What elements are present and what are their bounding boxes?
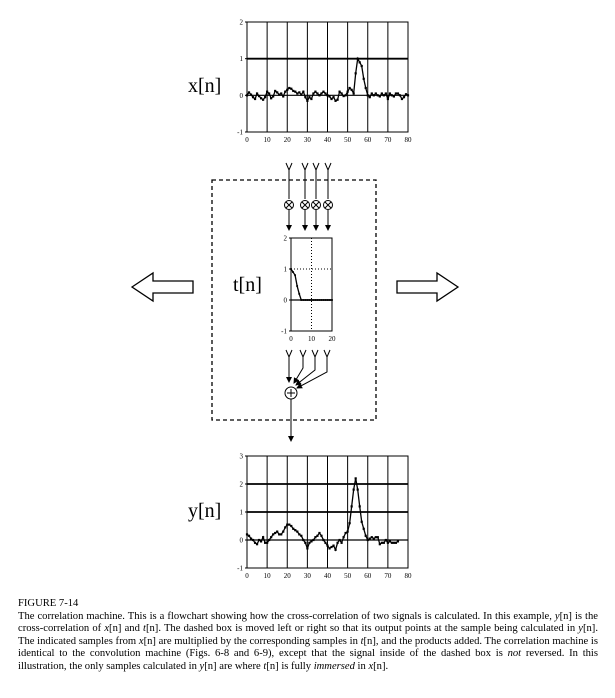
sample-point (387, 98, 389, 100)
caption-text: are where (216, 660, 264, 672)
sample-point (256, 543, 258, 545)
sample-point (304, 96, 306, 98)
caption-var: x (368, 660, 374, 672)
sample-point (310, 98, 312, 100)
sample-point (306, 547, 308, 549)
sample-point (371, 536, 373, 538)
sample-point (359, 505, 361, 507)
caption-text: [n] (363, 635, 376, 647)
sample-point (347, 531, 349, 533)
sample-point (334, 549, 336, 551)
multiply-icon (301, 201, 310, 210)
sample-point (369, 96, 371, 98)
caption-var: y (199, 660, 205, 672)
sum-icon (285, 387, 297, 399)
x-tick-label: 80 (404, 136, 412, 144)
sample-point (274, 532, 276, 534)
x-tick-label: 10 (263, 572, 271, 580)
caption-text: [n] (559, 610, 572, 622)
sample-point (260, 97, 262, 99)
sample-point (272, 95, 274, 97)
sample-point (328, 547, 330, 549)
sample-point (250, 538, 252, 540)
sample-point (260, 540, 262, 542)
sample-point (258, 95, 260, 97)
sample-point (331, 299, 333, 301)
sample-point (343, 95, 345, 97)
multiply-icon (285, 201, 294, 210)
sample-point (311, 299, 313, 301)
sample-point (326, 94, 328, 96)
sample-point (304, 299, 306, 301)
summer-input-lines (286, 350, 330, 388)
sample-point (347, 91, 349, 93)
x-tick-label: 60 (364, 572, 372, 580)
sample-point (278, 533, 280, 535)
y-tick-label: 2 (239, 18, 243, 27)
sample-point (327, 299, 329, 301)
x-tick-label: 0 (245, 136, 249, 144)
caption-text: reversed. In this illustration, the only samples calculated in (18, 648, 599, 672)
y-tick-label: 3 (239, 452, 243, 461)
sample-point (351, 89, 353, 91)
sample-point (292, 528, 294, 530)
sample-point (393, 95, 395, 97)
t-signal-plot (281, 235, 336, 344)
sample-point (302, 91, 304, 93)
sample-point (332, 545, 334, 547)
sample-point (379, 95, 381, 97)
sample-point (296, 285, 298, 287)
sample-point (389, 540, 391, 542)
sample-point (316, 535, 318, 537)
sample-point (361, 65, 363, 67)
sample-point (266, 542, 268, 544)
sample-point (294, 91, 296, 93)
y-tick-label: 1 (239, 55, 243, 64)
sample-point (383, 542, 385, 544)
sample-point (292, 90, 294, 92)
sample-point (324, 542, 326, 544)
sample-point (369, 538, 371, 540)
sample-point (252, 96, 254, 98)
sample-point (322, 91, 324, 93)
caption-var: y (554, 610, 560, 622)
caption-var: y (578, 623, 583, 635)
sample-point (353, 489, 355, 491)
sample-point (288, 524, 290, 526)
sample-point (377, 94, 379, 96)
caption-text: are multiplied by the corresponding samples in (155, 635, 361, 647)
y-tick-label: 1 (239, 508, 243, 517)
x-tick-label: 0 (289, 335, 293, 343)
sample-point (306, 100, 308, 102)
sample-point (276, 91, 278, 93)
sample-point (349, 522, 351, 524)
sample-point (361, 521, 363, 523)
x-tick-label: 30 (303, 136, 311, 144)
sample-point (320, 535, 322, 537)
sample-point (330, 546, 332, 548)
sample-point (272, 533, 274, 535)
sample-point (292, 271, 294, 273)
sample-point (377, 536, 379, 538)
y-tick-label: 0 (283, 296, 287, 305)
sample-point (290, 88, 292, 90)
caption-var: t (263, 660, 267, 672)
sample-point (340, 92, 342, 94)
sample-point (300, 535, 302, 537)
sample-point (363, 78, 365, 80)
sample-point (266, 91, 268, 93)
sample-point (395, 542, 397, 544)
caption-text: and (121, 623, 144, 635)
multiply-icon (312, 201, 321, 210)
sample-point (340, 542, 342, 544)
sample-point (282, 95, 284, 97)
caption-var: t (360, 635, 364, 647)
x-tick-label: 30 (303, 572, 311, 580)
sample-point (323, 299, 325, 301)
sample-point (284, 526, 286, 528)
sample-point (288, 87, 290, 89)
sample-point (248, 535, 250, 537)
y-tick-label: -1 (281, 327, 287, 336)
t-signal-label: t[n] (233, 274, 262, 296)
sample-point (298, 293, 300, 295)
sample-point (324, 92, 326, 94)
sample-point (276, 531, 278, 533)
caption-text: [n] (204, 660, 217, 672)
sample-point (330, 98, 332, 100)
sample-point (393, 542, 395, 544)
sample-point (290, 268, 292, 270)
sample-point (318, 532, 320, 534)
sample-point (278, 94, 280, 96)
figure-caption (18, 598, 598, 674)
sample-point (365, 535, 367, 537)
caption-text: . (385, 660, 389, 672)
sample-point (385, 92, 387, 94)
sample-point (318, 94, 320, 96)
sample-point (336, 542, 338, 544)
sample-point (375, 536, 377, 538)
caption-text: , and the products added. The correlation machine is identical to the convolution machine (Figs. 6-8 and 6-9), except that the signal inside of the dashed box is (18, 635, 598, 660)
sample-point (256, 92, 258, 94)
x-signal-plot (237, 19, 412, 145)
sample-point (397, 540, 399, 542)
sample-point (317, 299, 319, 301)
sample-point (359, 61, 361, 63)
caption-text: in (354, 660, 369, 672)
sample-point (294, 274, 296, 276)
caption-text: [n] (143, 635, 156, 647)
sample-point (326, 545, 328, 547)
caption-text: [n] (145, 623, 159, 635)
sample-point (371, 92, 373, 94)
sample-point (313, 299, 315, 301)
sample-point (336, 99, 338, 101)
x-tick-label: 20 (283, 572, 291, 580)
sample-point (270, 97, 272, 99)
sample-point (325, 299, 327, 301)
y-tick-label: -1 (237, 128, 243, 137)
caption-text: [n] (373, 660, 386, 672)
figure-number: FIGURE 7-14 (18, 598, 79, 609)
sample-point (300, 299, 302, 301)
caption-text: [n] (582, 623, 596, 635)
sample-point (328, 95, 330, 97)
sample-point (407, 94, 409, 96)
caption-var: x (138, 635, 144, 647)
sample-point (302, 299, 304, 301)
sample-point (367, 94, 369, 96)
input-sample-arrows (286, 163, 331, 199)
sample-point (312, 92, 314, 94)
sample-point (401, 98, 403, 100)
sample-point (286, 89, 288, 91)
x-tick-label: 50 (344, 572, 352, 580)
sample-point (268, 539, 270, 541)
sample-point (381, 92, 383, 94)
caption-text: The correlation machine. This is a flowchart showing how the cross-correlation of two signals is calculated. In this example, (18, 610, 555, 622)
sample-point (246, 533, 248, 535)
sample-point (343, 536, 345, 538)
sample-point (308, 542, 310, 544)
sample-point (294, 529, 296, 531)
sample-point (304, 542, 306, 544)
sample-point (329, 299, 331, 301)
sample-point (252, 539, 254, 541)
sample-point (309, 299, 311, 301)
sample-point (284, 91, 286, 93)
x-tick-label: 40 (324, 572, 331, 580)
sample-point (355, 477, 357, 479)
sample-point (268, 92, 270, 94)
caption-text: [n] (266, 660, 279, 672)
sample-point (262, 536, 264, 538)
sample-point (355, 72, 357, 74)
sample-point (385, 539, 387, 541)
sample-point (363, 528, 365, 530)
caption-text: . The dashed box is moved left or right so that its output points at the sample being calculated in (158, 623, 579, 635)
sample-point (403, 96, 405, 98)
sample-point (315, 299, 317, 301)
sample-point (391, 94, 393, 96)
caption-text: [n] (109, 623, 122, 635)
sample-point (254, 98, 256, 100)
sample-point (338, 539, 340, 541)
sample-point (280, 92, 282, 94)
caption-text: is fully (278, 660, 314, 672)
sample-point (381, 542, 383, 544)
sample-point (365, 87, 367, 89)
sample-point (397, 92, 399, 94)
sample-point (379, 543, 381, 545)
caption-text: . The indicated samples from (18, 623, 598, 647)
arrow-left-icon[interactable] (132, 273, 193, 301)
y-signal-label: y[n] (188, 500, 222, 522)
sample-point (282, 531, 284, 533)
sample-point (254, 542, 256, 544)
sample-point (349, 87, 351, 89)
sample-point (395, 92, 397, 94)
y-tick-label: 1 (283, 265, 287, 274)
sample-point (246, 94, 248, 96)
x-tick-label: 60 (364, 136, 372, 144)
y-tick-label: 2 (283, 234, 287, 243)
sample-point (367, 539, 369, 541)
sample-point (314, 536, 316, 538)
sample-point (250, 94, 252, 96)
sample-point (375, 92, 377, 94)
sample-point (302, 539, 304, 541)
x-tick-label: 20 (283, 136, 291, 144)
sample-point (405, 93, 407, 95)
sample-point (319, 299, 321, 301)
x-tick-label: 10 (308, 335, 315, 343)
sample-point (373, 94, 375, 96)
y-tick-label: 0 (239, 91, 243, 100)
y-signal-plot (237, 453, 412, 581)
sample-point (345, 532, 347, 534)
sample-point (308, 96, 310, 98)
sample-point (334, 100, 336, 102)
sample-point (296, 531, 298, 533)
y-tick-label: 2 (239, 480, 243, 489)
sample-point (258, 539, 260, 541)
sample-point (357, 58, 359, 60)
sample-point (373, 538, 375, 540)
caption-emphasis: immersed (313, 660, 355, 672)
sample-point (353, 92, 355, 94)
y-tick-label: 0 (239, 536, 243, 545)
caption-var: t (143, 623, 146, 635)
y-tick-label: -1 (237, 564, 243, 573)
multiplier-row (285, 201, 333, 210)
sample-point (316, 92, 318, 94)
sample-point (270, 536, 272, 538)
x-tick-label: 10 (263, 136, 271, 144)
sample-point (280, 533, 282, 535)
sample-point (338, 91, 340, 93)
x-tick-label: 80 (404, 572, 412, 580)
sample-point (264, 542, 266, 544)
multiply-icon (324, 201, 333, 210)
sample-point (322, 539, 324, 541)
sample-point (383, 94, 385, 96)
sample-point (298, 91, 300, 93)
sample-point (264, 96, 266, 98)
caption-emphasis: not (507, 648, 522, 660)
sample-point (286, 524, 288, 526)
x-tick-label: 0 (245, 572, 249, 580)
x-tick-label: 50 (344, 136, 352, 144)
sample-point (314, 91, 316, 93)
sample-point (389, 92, 391, 94)
x-tick-label: 40 (324, 136, 331, 144)
sample-point (310, 540, 312, 542)
sample-point (298, 533, 300, 535)
sample-point (290, 525, 292, 527)
sample-point (345, 94, 347, 96)
sample-point (312, 539, 314, 541)
sample-point (300, 94, 302, 96)
sample-point (391, 542, 393, 544)
sample-point (307, 299, 309, 301)
sample-point (351, 505, 353, 507)
caption-text: is the cross-correlation of (18, 610, 598, 635)
sample-point (387, 542, 389, 544)
sample-point (296, 92, 298, 94)
x-tick-label: 20 (328, 335, 336, 343)
x-signal-label: x[n] (188, 75, 222, 97)
arrow-right-icon[interactable] (397, 273, 458, 301)
sample-point (357, 489, 359, 491)
x-tick-label: 70 (384, 136, 392, 144)
sample-point (248, 91, 250, 93)
sample-point (274, 90, 276, 92)
x-tick-label: 70 (384, 572, 392, 580)
sample-point (320, 92, 322, 94)
caption-var: x (104, 623, 110, 635)
sample-point (321, 299, 323, 301)
multiplier-down-arrows (289, 210, 328, 230)
sample-point (399, 94, 401, 96)
sample-point (332, 96, 334, 98)
sample-point (262, 99, 264, 101)
